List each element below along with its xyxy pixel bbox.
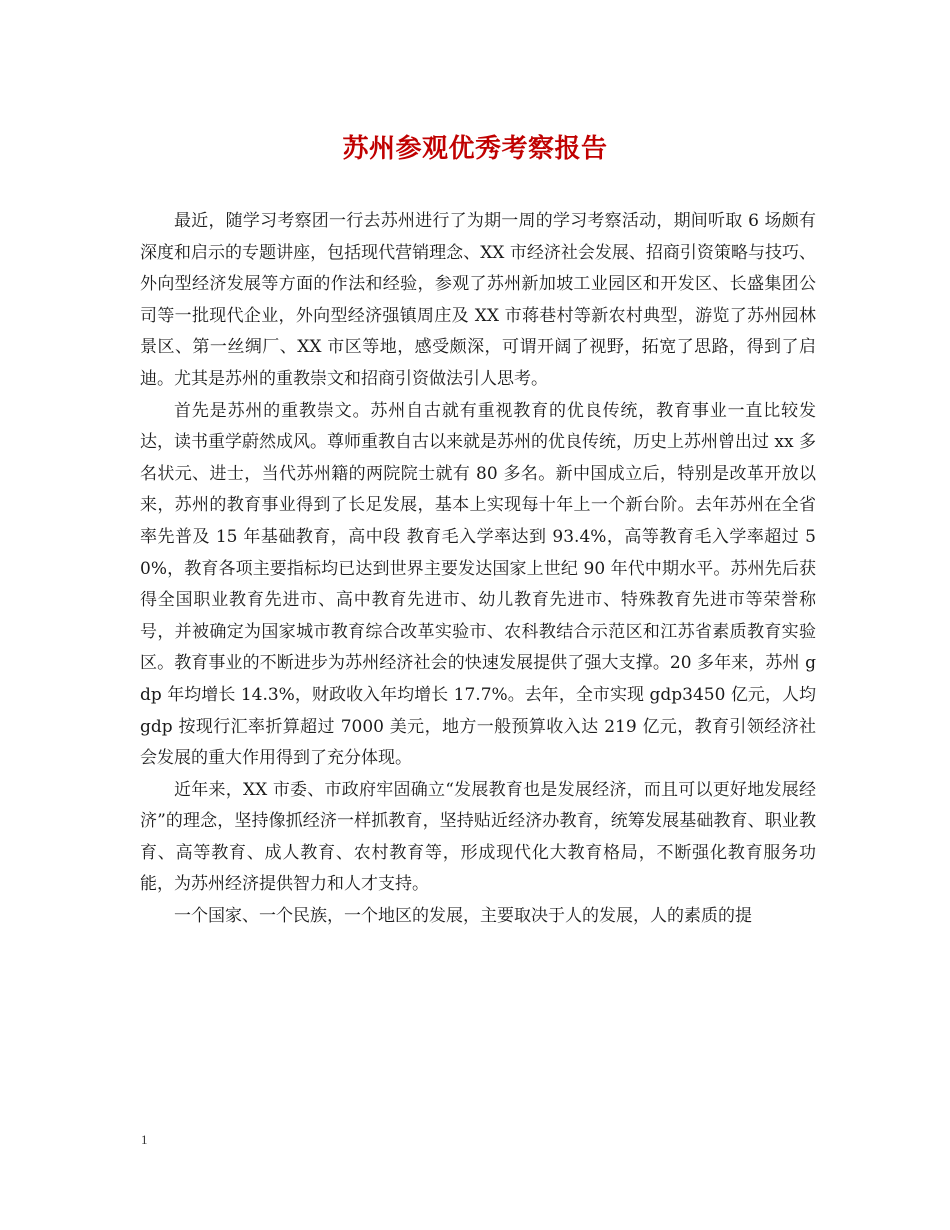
document-title: 苏州参观优秀考察报告 [342,134,608,164]
paragraph-development: 一个国家、一个民族，一个地区的发展，主要取决于人的发展，人的素质的提 [174,906,752,927]
paragraph-recent-years: 近年来，XX 市委、市政府牢固确立“发展教育也是发展经济，而且可以更好地发展经济”的理念，坚持像抓经济一样抓教育，坚持贴近经济办教育，统筹发展基础教育、职业教育、高等教育、成人教育、农村教育等，形成现代化大教育格局，不断强化教育服务功能，为苏州经济提供智力和人才支持。 [140,779,816,895]
document-body [140,206,816,933]
page-number: 1 [141,1132,148,1147]
paragraph-education: 首先是苏州的重教崇文。苏州自古就有重视教育的优良传统，教育事业一直比较发达，读书重学蔚然成风。尊师重教自古以来就是苏州的优良传统，历史上苏州曾出过 xx 多名状元、进士，当代苏州籍的两院院士就有 80 多名。新中国成立后，特别是改革开放以来，苏州的教育事业得到了长足发展，基本上实现每十年上一个新台阶。去年苏州在全省率先普及 15 年基础教育，高中段 教育毛入学率达到 93.4%，高等教育毛入学率超过 50%，教育各项主要指标均已达到世界主要发达国家上世纪 90 年代中期水平。苏州先后获得全国职业教育先进市、高中教育先进市、幼儿教育先进市、特殊教育先进市等荣誉称号，并被确定为国家城市教育综合改革实验市、农科教结合示范区和江苏省素质教育实验区。教育事业的不断进步为苏州经济社会的快速发展提供了强大支撑。20 多年来，苏州 gdp 年均增长 14.3%，财政收入年均增长 17.7%。去年，全市实现 gdp3450 亿元，人均 gdp 按现行汇率折算超过 7000 美元，地方一般预算收入达 219 亿元，教育引领经济社会发展的重大作用得到了充分体现。 [140,400,816,769]
paragraph-intro: 最近，随学习考察团一行去苏州进行了为期一周的学习考察活动，期间听取 6 场颇有深度和启示的专题讲座，包括现代营销理念、XX 市经济社会发展、招商引资策略与技巧、外向型经济发展等方面的作法和经验，参观了苏州新加坡工业园区和开发区、长盛集团公司等一批现代企业，外向型经济强镇周庄及 XX 市蒋巷村等新农村典型，游览了苏州园林景区、第一丝绸厂、XX 市区等地，感受颇深，可谓开阔了视野，拓宽了思路，得到了启迪。尤其是苏州的重教崇文和招商引资做法引人思考。 [140,211,816,389]
